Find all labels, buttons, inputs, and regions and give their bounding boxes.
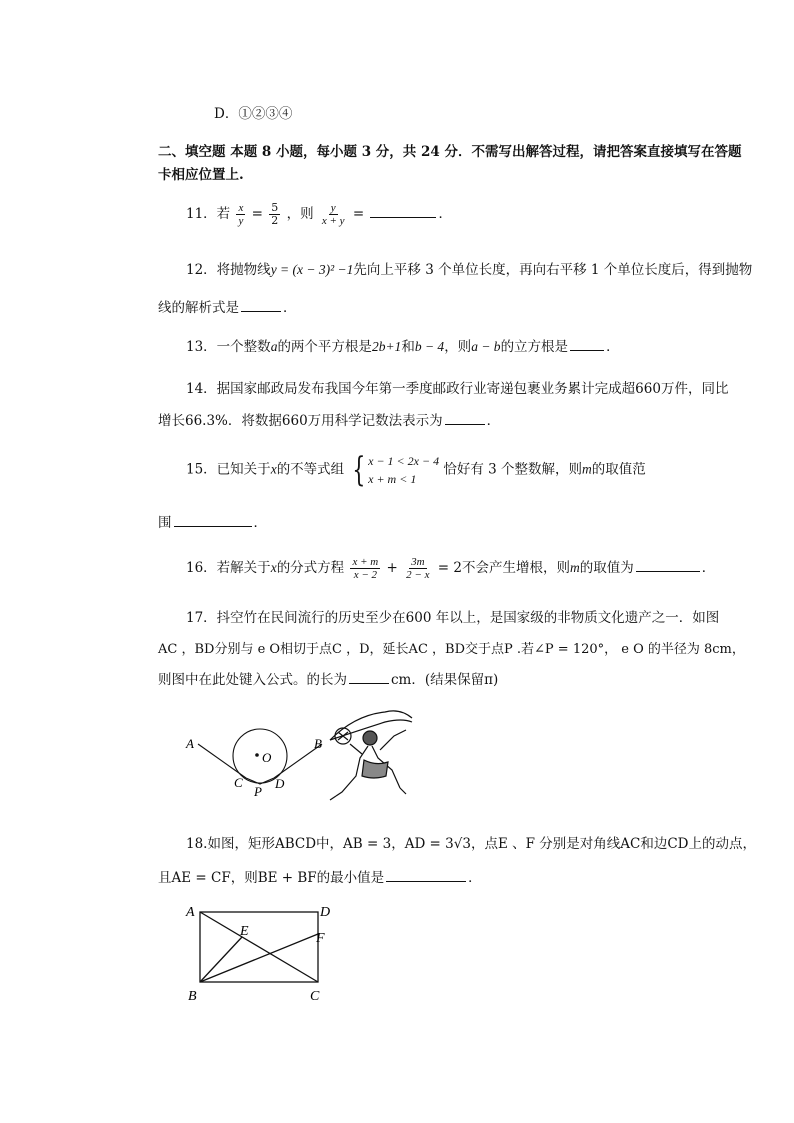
diabolo-player-illustration [330,711,412,800]
q11-prefix: 11．若 [186,206,231,222]
question-12-line2: 线的解析式是 ． [158,300,297,316]
q16-fraction-2: $\frac{3m}{2 - x}$ [406,556,430,581]
q16-answer-blank[interactable] [636,570,700,572]
q17-answer-blank[interactable] [349,682,389,684]
question-15-line2: 围 ． [158,515,267,531]
fig18-segment-bf [200,934,318,982]
question-18-line2: 且AE = CF，则BE + BF的最小值是 ． [158,870,482,886]
fig18-label-f: F [316,931,325,946]
question-17-line1: 17．抖空竹在民间流行的历史至少在600 年以上，是国家级的非物质文化遗产之一．如图 [186,610,720,626]
question-18-line1: 18.如图，矩形ABCD中，AB = 3，AD = 3√3，点E 、F 分别是对角线AC和边CD上的动点， [186,836,756,852]
q13-answer-blank[interactable] [570,349,604,351]
question-14-line2: 增长66.3%．将数据660万用科学记数法表示为 ． [158,413,501,429]
question-17-line3: 则图中在此处键入公式。的长为 cm．(结果保留π) [158,672,499,688]
fig18-label-c: C [310,989,320,1004]
fig17-label-c: C [234,775,243,790]
q15-inequality-system: { x − 1 < 2x − 4 x + m < 1 [352,450,440,490]
q11-fraction-y-over-xy: $\frac{y}{x + y}$ [321,202,345,227]
fig17-label-d: D [275,776,285,791]
option-d: D．①②③④ [214,106,293,122]
figure-18 [180,898,350,1008]
fig18-label-d: D [320,905,331,920]
question-11: 11．若 $\frac{x}{y}$ = $\frac{5}{2}$ ，则 $\frac{y}{x + y}$ = ． [186,201,452,227]
q14-answer-blank[interactable] [445,423,485,425]
fig17-center-dot [255,753,259,757]
fig18-segment-be [200,937,242,982]
q18-answer-blank[interactable] [386,880,466,882]
q11-fraction-x-over-y: $\frac{x}{y}$ [238,202,244,227]
question-16: 16．若解关于x的分式方程 $\frac{x + m}{x - 2}$ + $\frac{3m}{2 - x}$ = 2不会产生增根，则m的取值为 ． [186,556,716,581]
fig18-label-e: E [240,924,249,939]
fig18-label-a: A [186,905,195,920]
fig17-label-o: O [262,750,272,765]
question-13: 13．一个整数a的两个平方根是2b+1和b − 4，则a − b的立方根是 ． [186,339,620,355]
fig17-line-ac [198,744,246,778]
q15-answer-blank[interactable] [174,525,252,527]
q11-answer-blank[interactable] [370,216,436,218]
q11-fraction-5-over-2: $\frac{5}{2}$ [271,201,279,227]
question-12-line1: 12．将抛物线y = (x − 3)² −1先向上平移 3 个单位长度，再向右平移 1 个单位长度后，得到抛物 [186,262,753,278]
fig17-label-p: P [254,784,262,799]
section-title-line2: 卡相应位置上. [158,167,244,183]
fig18-label-b: B [188,989,197,1004]
q12-formula: y = (x − 3)² −1 [270,262,354,277]
q16-fraction-1: $\frac{x + m}{x - 2}$ [352,556,379,581]
question-15-line1: 15．已知关于x的不等式组 { x − 1 < 2x − 4 x + m < 1 恰好有 3 个整数解，则m的取值范 [186,450,646,490]
question-14-line1: 14．据国家邮政局发布我国今年第一季度邮政行业寄递包裹业务累计完成超660万件，同比 [186,381,729,397]
fig17-label-a: A [186,736,194,751]
figure-17 [180,700,430,810]
section-title-line1: 二、填空题 本题 8 小题，每小题 3 分，共 24 分．不需写出解答过程，请把答案直接填写在答题 [158,144,742,160]
fig17-label-b: B [314,736,322,751]
question-17-line2: AC ，BD分别与 e O相切于点C ，D，延长AC ，BD交于点P .若∠P = 120°， e O 的半径为 8cm， [158,642,745,657]
fig18-diagonal-ac [200,912,318,982]
q12-answer-blank[interactable] [241,310,281,312]
